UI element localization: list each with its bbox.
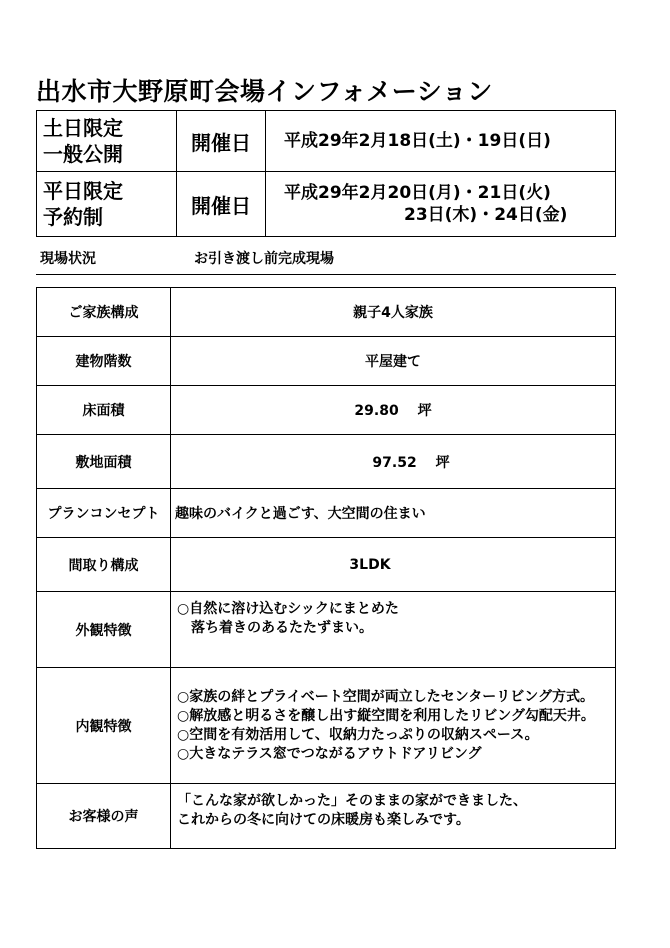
- info-value: 97.52 坪: [171, 435, 616, 489]
- info-row-concept: [37, 489, 616, 538]
- info-text-line: ○家族の絆とプライベート空間が両立したセンターリビング方式。: [177, 689, 594, 705]
- info-label: 外観特徴: [37, 592, 171, 668]
- schedule-label: 開催日: [177, 111, 266, 172]
- schedule-type-line2: 一般公開: [43, 142, 123, 166]
- schedule-date-line: 平成29年2月18日(土)・19日(日): [284, 131, 551, 151]
- info-row-layout: [37, 538, 616, 592]
- schedule-row-weekday: [37, 172, 616, 237]
- info-label: 建物階数: [37, 337, 171, 386]
- schedule-type-line1: 土日限定: [43, 116, 123, 140]
- schedule-type-cell: [37, 111, 177, 172]
- info-label: 内観特徴: [37, 668, 171, 784]
- schedule-table: [36, 110, 616, 237]
- site-status-label: 現場状況: [40, 251, 96, 267]
- info-text-line: ○空間を有効活用して、収納力たっぷりの収納スペース。: [177, 727, 539, 743]
- info-value: 平屋建て: [171, 337, 616, 386]
- info-value: 親子4人家族: [171, 288, 616, 337]
- info-text-line: ○解放感と明るさを醸し出す縦空間を利用したリビング勾配天井。: [177, 708, 595, 724]
- schedule-dates: [266, 111, 616, 172]
- info-value: [171, 668, 616, 784]
- schedule-label: 開催日: [177, 172, 266, 237]
- site-status-value: お引き渡し前完成現場: [194, 251, 334, 267]
- info-row-voice: [37, 784, 616, 849]
- schedule-row-weekend: [37, 111, 616, 172]
- info-text-line: これからの冬に向けての床暖房も楽しみです。: [177, 812, 470, 828]
- info-label: 間取り構成: [37, 538, 171, 592]
- info-value: [171, 592, 616, 668]
- info-text-line: ○大きなテラス窓でつながるアウトドアリビング: [177, 746, 482, 762]
- info-label: ご家族構成: [37, 288, 171, 337]
- info-row-interior: [37, 668, 616, 784]
- info-value: 3LDK: [171, 538, 616, 592]
- info-row-exterior: [37, 592, 616, 668]
- schedule-date-line: 平成29年2月20日(月)・21日(火): [284, 183, 551, 203]
- info-row-site-area: [37, 435, 616, 489]
- info-text-line: 「こんな家が欲しかった」そのままの家ができました、: [177, 793, 527, 809]
- info-value: [171, 784, 616, 849]
- info-text-line: ○自然に溶け込むシックにまとめた: [177, 601, 399, 617]
- schedule-type-cell: [37, 172, 177, 237]
- schedule-type-line1: 平日限定: [43, 179, 123, 203]
- info-table: [36, 287, 616, 849]
- info-row-floor-area: [37, 386, 616, 435]
- info-row-family: [37, 288, 616, 337]
- schedule-type-line2: 予約制: [43, 205, 103, 229]
- page-title: 出水市大野原町会場インフォメーション: [36, 77, 493, 106]
- info-label: プランコンセプト: [37, 489, 171, 538]
- info-row-floors: [37, 337, 616, 386]
- info-value: 趣味のバイクと過ごす、大空間の住まい: [171, 489, 616, 538]
- schedule-dates: [266, 172, 616, 237]
- schedule-date-line: 23日(木)・24日(金): [404, 205, 568, 225]
- info-label: お客様の声: [37, 784, 171, 849]
- info-value: 29.80 坪: [171, 386, 616, 435]
- info-label: 床面積: [37, 386, 171, 435]
- info-label: 敷地面積: [37, 435, 171, 489]
- info-text-line: 落ち着きのあるたたずまい。: [191, 620, 373, 636]
- site-status: [36, 246, 616, 275]
